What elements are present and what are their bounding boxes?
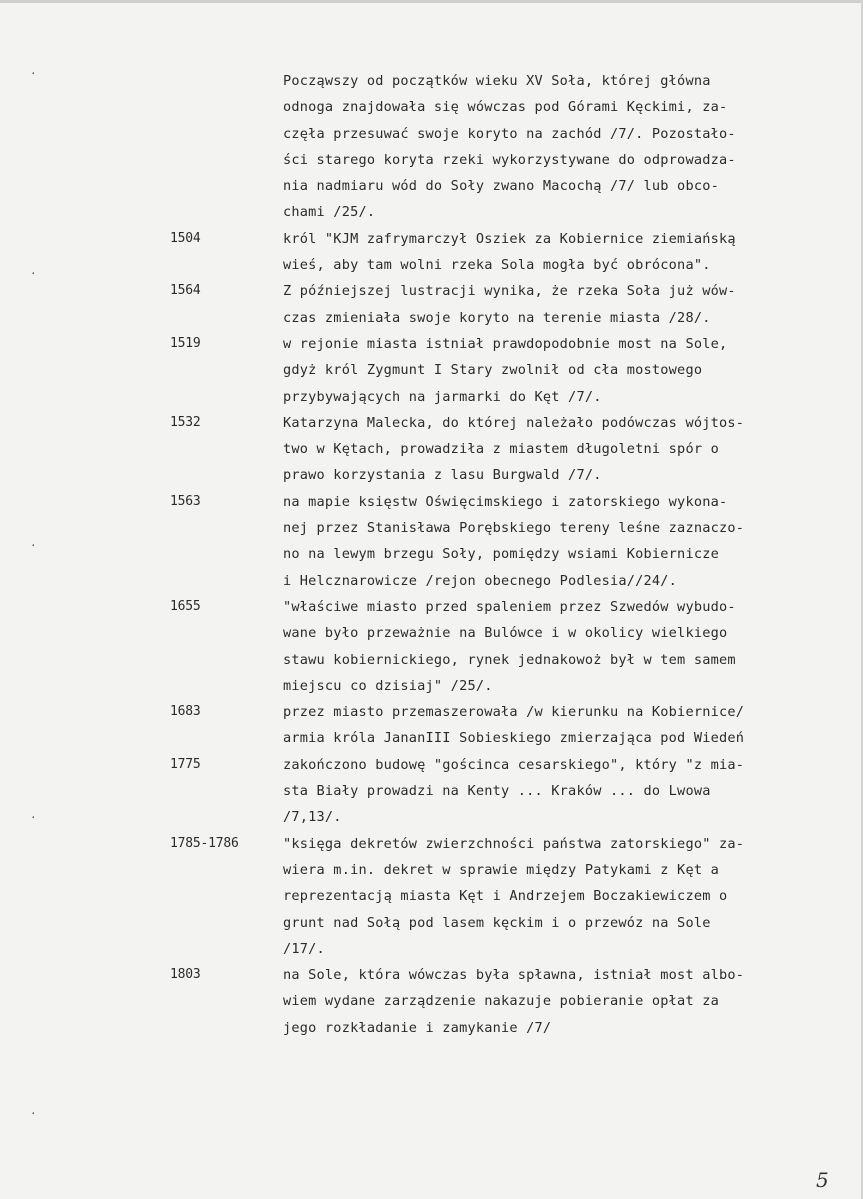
- chronology-entry: [170, 962, 840, 1041]
- margin-mark: ·: [30, 539, 37, 552]
- entry-text: [283, 699, 840, 752]
- entry-year: 1785-1786: [170, 835, 239, 851]
- entry-text: [283, 962, 840, 1041]
- entry-year: 1563: [170, 493, 201, 509]
- entry-year: 1775: [170, 756, 201, 772]
- text-line: na mapie księstw Oświęcimskiego i zatorskiego wykona-: [283, 493, 728, 510]
- text-line: Począwszy od początków wieku XV Soła, której główna: [283, 73, 711, 89]
- text-line: "właściwe miasto przed spaleniem przez Szwedów wybudo-: [283, 598, 736, 615]
- chronology-entry: [170, 752, 840, 831]
- text-line: /17/.: [283, 940, 325, 957]
- text-line: przez miasto przemaszerowała /w kierunku na Kobiernice/: [283, 704, 745, 721]
- page-number: 5: [816, 1168, 829, 1192]
- entry-year: 1655: [170, 598, 201, 614]
- text-line: częła przesuwać swoje koryto na zachód /7/. Pozostało-: [283, 125, 736, 142]
- margin-mark: ·: [30, 267, 37, 280]
- entry-text: [283, 278, 840, 331]
- chronology-entry: [170, 331, 840, 410]
- text-line: no na lewym brzegu Soły, pomiędzy wsiami Kobiernicze: [283, 546, 719, 563]
- text-line: odnoga znajdowała się wówczas pod Górami Kęckimi, za-: [283, 99, 728, 116]
- text-line: nia nadmiaru wód do Soły zwano Macochą /7/ lub obco-: [283, 178, 719, 195]
- chronology-entry: [170, 699, 840, 752]
- text-line: "księga dekretów zwierzchności państwa zatorskiego" za-: [283, 835, 745, 852]
- chronology-entry: [170, 68, 840, 226]
- page-top-edge: [0, 0, 863, 3]
- text-line: wiem wydane zarządzenie nakazuje pobieranie opłat za: [283, 993, 719, 1010]
- entry-text: [283, 331, 840, 410]
- text-line: ści starego koryta rzeki wykorzystywane do odprowadza-: [283, 151, 736, 168]
- entry-text: [283, 68, 840, 226]
- text-line: grunt nad Sołą pod lasem kęckim i o przewóz na Sole: [283, 914, 711, 931]
- entry-year: 1683: [170, 704, 201, 720]
- text-line: two w Kętach, prowadziła z miastem długoletni spór o: [283, 441, 719, 458]
- text-line: stawu kobiernickiego, rynek jednakowoż był w tem samem: [283, 651, 736, 668]
- chronology-entry: [170, 831, 840, 962]
- text-line: /7,13/.: [283, 809, 342, 826]
- entry-year: 1519: [170, 335, 201, 351]
- text-line: wieś, aby tam wolni rzeka Sola mogła być obrócona".: [283, 257, 711, 274]
- entry-text: [283, 226, 840, 279]
- entry-year: 1803: [170, 967, 201, 983]
- text-line: reprezentacją miasta Kęt i Andrzejem Boczakiewiczem o: [283, 888, 728, 905]
- text-line: wane było przeważnie na Bulówce i w okolicy wielkiego: [283, 625, 728, 642]
- entry-year: 1504: [170, 230, 201, 246]
- text-line: król "KJM zafrymarczył Osziek za Kobiernice ziemiańską: [283, 230, 736, 247]
- margin-mark: ·: [30, 67, 37, 80]
- chronology-text: [170, 68, 840, 1041]
- margin-mark: ·: [30, 1107, 37, 1120]
- text-line: na Sole, która wówczas była spławna, istniał most albo-: [283, 967, 745, 984]
- text-line: gdyż król Zygmunt I Stary zwolnił od cła mostowego: [283, 362, 703, 379]
- text-line: czas zmieniała swoje koryto na terenie miasta /28/.: [283, 309, 711, 326]
- entry-text: [283, 410, 840, 489]
- entry-text: [283, 489, 840, 594]
- text-line: Katarzyna Malecka, do której należało podówczas wójtos-: [283, 414, 745, 431]
- entry-year: 1532: [170, 414, 201, 430]
- text-line: nej przez Stanisława Porębskiego tereny leśne zaznaczo-: [283, 520, 745, 537]
- text-line: wiera m.in. dekret w sprawie między Patykami z Kęt a: [283, 861, 719, 878]
- chronology-entry: [170, 489, 840, 594]
- entry-text: [283, 752, 840, 831]
- chronology-entry: [170, 278, 840, 331]
- text-line: armia króla JananIII Sobieskiego zmierzająca pod Wiedeń: [283, 730, 745, 747]
- chronology-entry: [170, 226, 840, 279]
- chronology-entry: [170, 410, 840, 489]
- text-line: zakończono budowę "gościnca cesarskiego", który "z mia-: [283, 756, 745, 773]
- text-line: prawo korzystania z lasu Burgwald /7/.: [283, 467, 602, 484]
- text-line: Z późniejszej lustracji wynika, że rzeka Soła już wów-: [283, 283, 736, 300]
- text-line: przybywających na jarmarki do Kęt /7/.: [283, 388, 602, 405]
- text-line: jego rozkładanie i zamykanie /7/: [283, 1019, 552, 1036]
- text-line: w rejonie miasta istniał prawdopodobnie most na Sole,: [283, 335, 728, 352]
- margin-mark: ·: [30, 811, 37, 824]
- text-line: sta Biały prowadzi na Kenty ... Kraków ... do Lwowa: [283, 783, 711, 800]
- text-line: miejscu co dzisiaj" /25/.: [283, 677, 493, 694]
- entry-text: [283, 594, 840, 699]
- entry-year: 1564: [170, 283, 201, 299]
- chronology-entry: [170, 594, 840, 699]
- text-line: chami /25/.: [283, 204, 376, 221]
- entry-text: [283, 831, 840, 962]
- text-line: i Helcznarowicze /rejon obecnego Podlesia//24/.: [283, 572, 678, 589]
